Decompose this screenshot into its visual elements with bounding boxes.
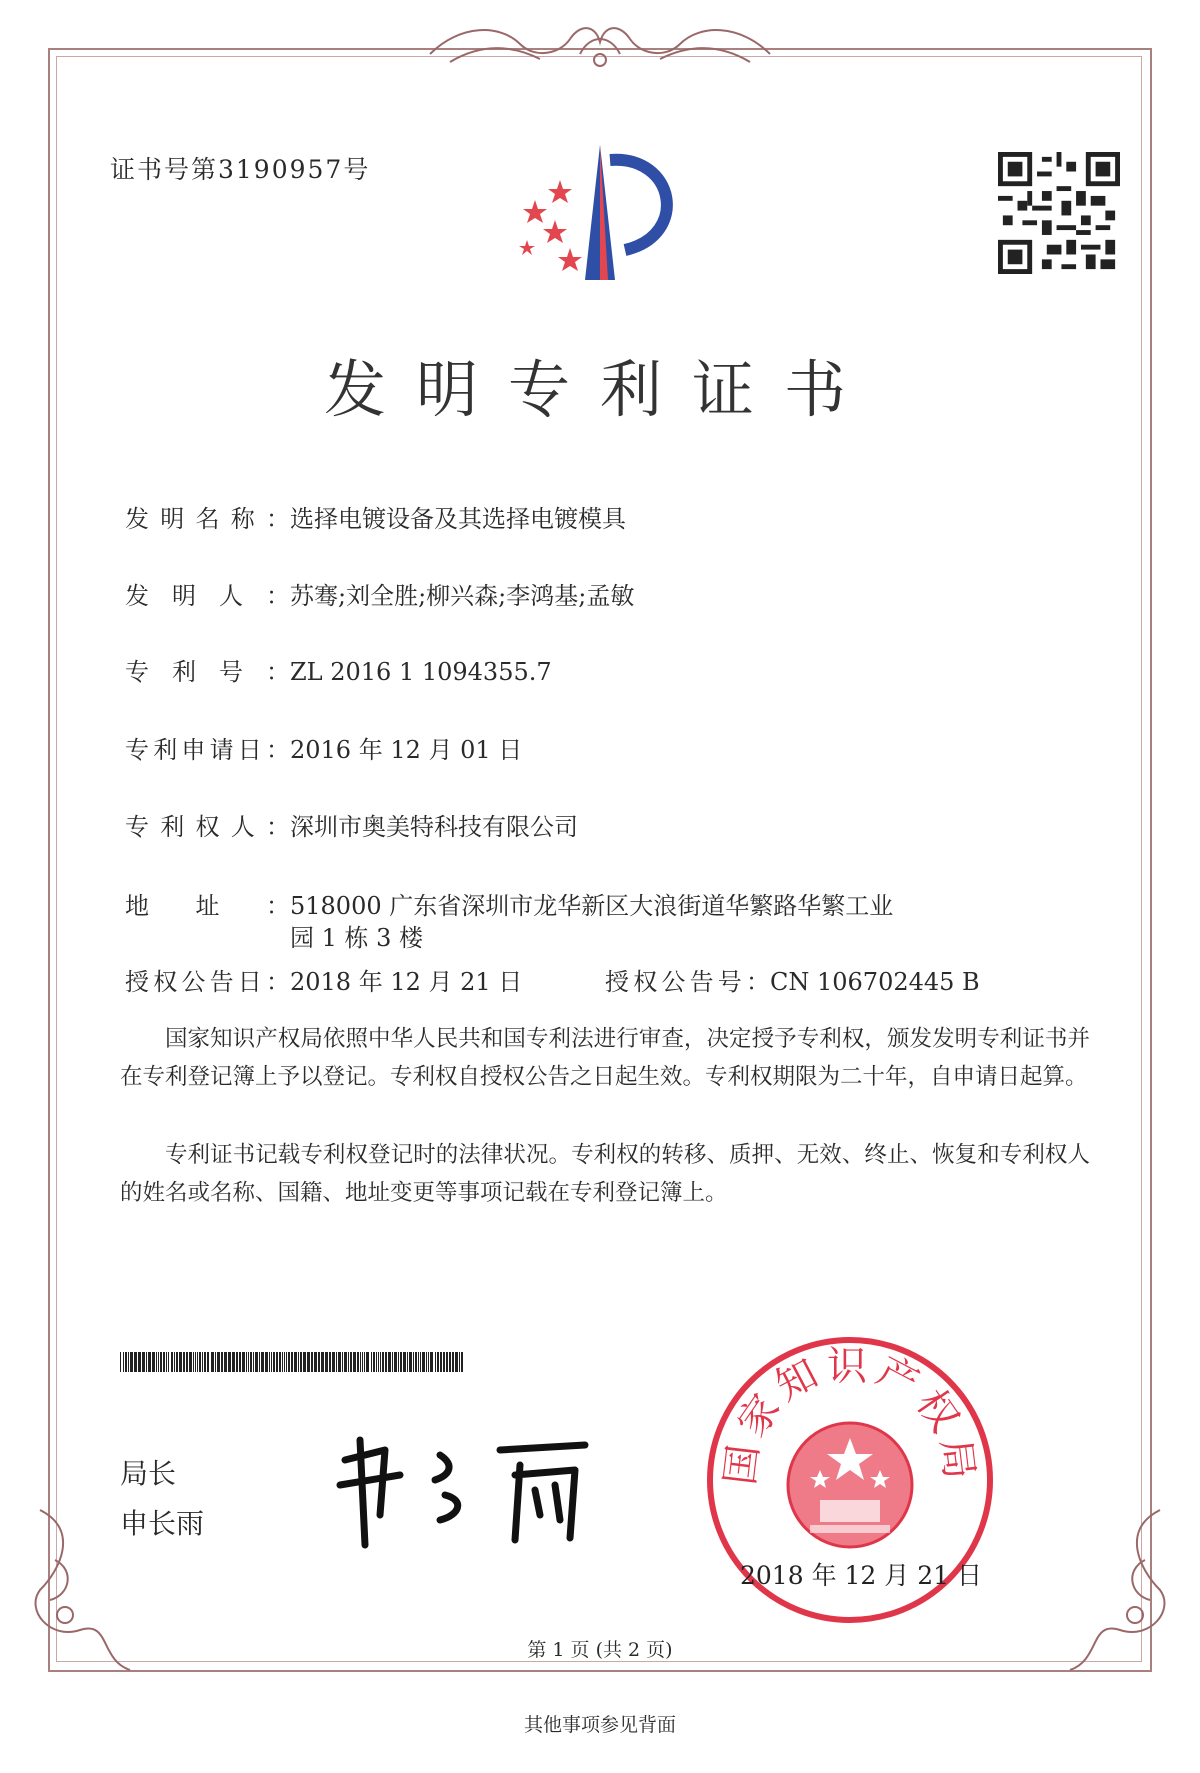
barcode-bar bbox=[314, 1352, 317, 1372]
field-value: 选择电镀设备及其选择电镀模具 bbox=[290, 505, 626, 533]
barcode-bar bbox=[321, 1352, 324, 1372]
barcode-bar bbox=[259, 1352, 260, 1372]
barcode-bar bbox=[407, 1352, 408, 1372]
barcode-bar bbox=[449, 1352, 451, 1372]
seal-date: 2018 年 12 月 21 日 bbox=[740, 1561, 982, 1590]
field-label: 地址： bbox=[125, 892, 290, 920]
barcode-bar bbox=[332, 1352, 335, 1372]
barcode-bar bbox=[357, 1352, 359, 1372]
barcode-bar bbox=[298, 1352, 299, 1372]
director-title: 局长 bbox=[120, 1457, 177, 1490]
barcode-bar bbox=[318, 1352, 320, 1372]
barcode-bar bbox=[455, 1352, 458, 1372]
barcode-bar bbox=[228, 1352, 231, 1372]
barcode-bar bbox=[279, 1352, 281, 1372]
barcode-bar bbox=[430, 1352, 433, 1372]
barcode-bar bbox=[197, 1352, 198, 1372]
footer-note: 其他事项参见背面 bbox=[523, 1714, 676, 1736]
barcode-bar bbox=[400, 1352, 402, 1372]
barcode-bar bbox=[380, 1352, 381, 1372]
barcode-bar bbox=[307, 1352, 310, 1372]
field-label: 发明人： bbox=[125, 582, 290, 610]
field-value: ZL 2016 1 1094355.7 bbox=[290, 658, 552, 686]
barcode-bar bbox=[171, 1352, 173, 1372]
barcode-bar bbox=[179, 1352, 182, 1372]
barcode-bar bbox=[202, 1352, 203, 1372]
barcode-bar bbox=[428, 1352, 429, 1372]
field-value bbox=[290, 890, 893, 954]
statement-paragraph-1: 国家知识产权局依照中华人民共和国专利法进行审查，决定授予专利权，颁发发明专利证书并在专利登记簿上予以登记。专利权自授权公告之日起生效。专利权期限为二十年，自申请日起算。 bbox=[120, 1026, 1090, 1090]
barcode-bar bbox=[189, 1352, 192, 1372]
barcode-bar bbox=[276, 1352, 278, 1372]
barcode-bar bbox=[128, 1352, 129, 1372]
barcode-bar bbox=[255, 1352, 258, 1372]
field-value: 深圳市奥美特科技有限公司 bbox=[290, 813, 578, 841]
barcode-bar bbox=[382, 1352, 384, 1372]
barcode-bar bbox=[215, 1352, 216, 1372]
barcode-bar bbox=[413, 1352, 414, 1372]
certificate-number: 证书号第3190957号 bbox=[110, 155, 371, 184]
field-value: 苏骞;刘全胜;柳兴森;李鸿基;孟敏 bbox=[290, 582, 635, 610]
barcode-bar bbox=[291, 1352, 293, 1372]
barcode-bar bbox=[461, 1352, 463, 1372]
barcode-bar bbox=[253, 1352, 254, 1372]
field-invention-name bbox=[125, 503, 626, 535]
barcode-bar bbox=[148, 1352, 151, 1372]
statement-paragraph-2: 专利证书记载专利权登记时的法律状况。专利权的转移、质押、无效、终止、恢复和专利权人的姓名或名称、国籍、地址变更等事项记载在专利登记簿上。 bbox=[120, 1142, 1090, 1206]
barcode-bar bbox=[284, 1352, 285, 1372]
field-label: 专利权人： bbox=[125, 813, 290, 841]
barcode-bar bbox=[250, 1352, 252, 1372]
barcode-bar bbox=[378, 1352, 379, 1372]
barcode-bar bbox=[152, 1352, 155, 1372]
barcode-bar bbox=[239, 1352, 241, 1372]
address-line-1: 518000 广东省深圳市龙华新区大浪街道华繁路华繁工业 bbox=[290, 892, 894, 920]
barcode-bar bbox=[120, 1352, 121, 1372]
field-value: 2016 年 12 月 01 日 bbox=[290, 736, 523, 764]
barcode-bar bbox=[282, 1352, 283, 1372]
field-application-date bbox=[125, 734, 522, 766]
barcode-bar bbox=[325, 1352, 328, 1372]
barcode-bar bbox=[273, 1352, 275, 1372]
barcode-bar bbox=[138, 1352, 141, 1372]
barcode-bar bbox=[303, 1352, 306, 1372]
barcode-bar bbox=[353, 1352, 356, 1372]
barcode-bar bbox=[420, 1352, 421, 1372]
field-inventors bbox=[125, 580, 634, 612]
barcode-bar bbox=[224, 1352, 227, 1372]
barcode-bar bbox=[236, 1352, 238, 1372]
barcode-bar bbox=[146, 1352, 147, 1372]
barcode-bar bbox=[211, 1352, 214, 1372]
barcode-bar bbox=[242, 1352, 245, 1372]
field-label: 授权公告日： bbox=[125, 968, 290, 996]
barcode-bar bbox=[134, 1352, 137, 1372]
barcode-bar bbox=[158, 1352, 159, 1372]
barcode-bar bbox=[195, 1352, 196, 1372]
barcode-bar bbox=[207, 1352, 209, 1372]
field-label: 发明名称： bbox=[125, 505, 290, 533]
barcode-bar bbox=[160, 1352, 162, 1372]
barcode-bar bbox=[168, 1352, 169, 1372]
barcode-bar bbox=[265, 1352, 268, 1372]
barcode-bar bbox=[183, 1352, 185, 1372]
field-label: 授权公告号： bbox=[605, 968, 770, 996]
barcode-bar bbox=[174, 1352, 175, 1372]
barcode-bar bbox=[166, 1352, 167, 1372]
barcode-bar bbox=[221, 1352, 223, 1372]
top-ornament bbox=[420, 14, 780, 74]
barcode-bar bbox=[452, 1352, 454, 1372]
barcode-bar bbox=[286, 1352, 287, 1372]
barcode-bar bbox=[311, 1352, 313, 1372]
barcode-bar bbox=[130, 1352, 133, 1372]
field-patentee bbox=[125, 811, 578, 843]
barcode-bar bbox=[446, 1352, 448, 1372]
qr-code bbox=[998, 152, 1120, 274]
barcode bbox=[120, 1352, 465, 1372]
barcode-bar bbox=[204, 1352, 206, 1372]
barcode-bar bbox=[125, 1352, 127, 1372]
page-number: 第 1 页 (共 2 页) bbox=[527, 1639, 673, 1661]
barcode-bar bbox=[364, 1352, 365, 1372]
barcode-bar bbox=[426, 1352, 427, 1372]
barcode-bar bbox=[398, 1352, 399, 1372]
barcode-bar bbox=[366, 1352, 369, 1372]
barcode-bar bbox=[269, 1352, 270, 1372]
field-label: 专利号： bbox=[125, 658, 290, 686]
barcode-bar bbox=[344, 1352, 347, 1372]
barcode-bar bbox=[376, 1352, 377, 1372]
field-label: 专利申请日： bbox=[125, 736, 290, 764]
certificate-title: 发明专利证书 bbox=[323, 353, 876, 426]
barcode-bar bbox=[435, 1352, 436, 1372]
barcode-bar bbox=[392, 1352, 393, 1372]
barcode-bar bbox=[459, 1352, 460, 1372]
barcode-bar bbox=[440, 1352, 442, 1372]
barcode-bar bbox=[409, 1352, 412, 1372]
barcode-bar bbox=[394, 1352, 397, 1372]
field-patent-number bbox=[125, 656, 552, 688]
field-address bbox=[125, 890, 893, 954]
barcode-bar bbox=[342, 1352, 343, 1372]
barcode-bar bbox=[418, 1352, 419, 1372]
barcode-bar bbox=[350, 1352, 352, 1372]
barcode-bar bbox=[415, 1352, 417, 1372]
barcode-bar bbox=[186, 1352, 188, 1372]
barcode-bar bbox=[163, 1352, 165, 1372]
barcode-bar bbox=[338, 1352, 341, 1372]
barcode-bar bbox=[123, 1352, 124, 1372]
barcode-bar bbox=[156, 1352, 157, 1372]
barcode-bar bbox=[362, 1352, 363, 1372]
barcode-bar bbox=[443, 1352, 445, 1372]
barcode-bar bbox=[336, 1352, 337, 1372]
director-name: 申长雨 bbox=[120, 1507, 205, 1540]
barcode-bar bbox=[217, 1352, 220, 1372]
director-signature bbox=[325, 1420, 605, 1550]
barcode-bar bbox=[385, 1352, 387, 1372]
barcode-bar bbox=[248, 1352, 249, 1372]
barcode-bar bbox=[288, 1352, 290, 1372]
barcode-bar bbox=[199, 1352, 201, 1372]
address-line-2: 园 1 栋 3 楼 bbox=[290, 924, 424, 952]
barcode-bar bbox=[300, 1352, 302, 1372]
barcode-bar bbox=[329, 1352, 331, 1372]
barcode-bar bbox=[371, 1352, 372, 1372]
barcode-bar bbox=[360, 1352, 361, 1372]
barcode-bar bbox=[437, 1352, 439, 1372]
field-grant-date bbox=[125, 966, 522, 998]
barcode-bar bbox=[261, 1352, 264, 1372]
barcode-bar bbox=[193, 1352, 194, 1372]
barcode-bar bbox=[246, 1352, 247, 1372]
barcode-bar bbox=[388, 1352, 391, 1372]
field-value: 2018 年 12 月 21 日 bbox=[290, 968, 523, 996]
field-grant-number bbox=[605, 966, 980, 998]
barcode-bar bbox=[142, 1352, 145, 1372]
cnipa-logo bbox=[515, 140, 710, 290]
barcode-bar bbox=[422, 1352, 425, 1372]
barcode-bar bbox=[373, 1352, 375, 1372]
barcode-bar bbox=[232, 1352, 235, 1372]
seal-text: 国家知识产权局 bbox=[717, 1343, 983, 1488]
field-value: CN 106702445 B bbox=[770, 968, 980, 996]
barcode-bar bbox=[403, 1352, 406, 1372]
barcode-bar bbox=[176, 1352, 178, 1372]
barcode-bar bbox=[348, 1352, 349, 1372]
barcode-bar bbox=[271, 1352, 272, 1372]
barcode-bar bbox=[294, 1352, 297, 1372]
